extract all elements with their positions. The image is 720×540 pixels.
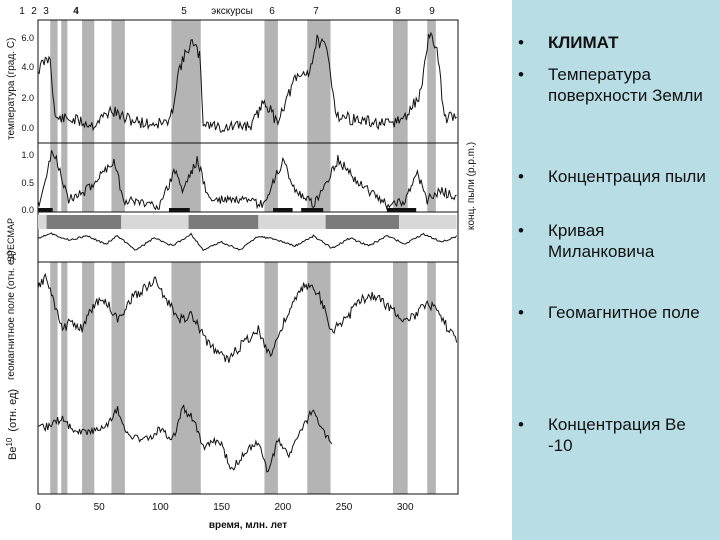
bullet-dot: • (518, 65, 524, 84)
shaded-band-lower (111, 262, 124, 494)
bullet-text: Концентрация пыли (548, 167, 706, 186)
temp-tick-label: 2.0 (21, 93, 34, 103)
dust-axis-label: конц. пыли (p.p.m.) (466, 141, 477, 230)
dust-zero-bars (38, 208, 416, 212)
y-tick-labels (21, 33, 34, 215)
bullet-dot: • (518, 415, 524, 434)
shaded-band-lower (61, 262, 67, 494)
dust-zero-bar (169, 208, 190, 212)
x-tick-label: 100 (152, 502, 169, 513)
x-axis-title: время, млн. лет (208, 520, 288, 531)
bullet-dot: • (518, 33, 524, 52)
excursion-label: 7 (313, 6, 319, 17)
bullet-panel (512, 0, 720, 540)
milankovitch-curve (38, 233, 457, 251)
dust-zero-bar (387, 208, 416, 212)
x-tick-label: 0 (35, 502, 41, 513)
shaded-band-upper (427, 20, 436, 212)
excursion-label: 3 (43, 6, 49, 17)
geomag-axis-label-line1: геомагнитное поле (отн. ед) (6, 250, 17, 380)
temp-tick-label: 6.0 (21, 33, 34, 43)
specmap-block (399, 215, 457, 229)
shaded-band-lower (427, 262, 436, 494)
bullet-text: Кривая Миланковича (548, 221, 655, 261)
specmap-axis-label: SPECMAP (6, 217, 16, 262)
shaded-band-lower (82, 262, 94, 494)
specmap-block (189, 215, 259, 229)
bullet-dot: • (518, 221, 524, 240)
x-tick-label: 300 (396, 502, 414, 513)
x-tick-label: 150 (213, 502, 230, 513)
excursion-label: 5 (181, 6, 187, 17)
be10-axis-label-sup: 10 (5, 437, 14, 447)
dust-tick-label: 0.5 (21, 178, 34, 188)
be10-axis-label (5, 389, 19, 460)
be10-axis-label-units: (отн. ед) (7, 388, 19, 432)
specmap-block (121, 215, 188, 229)
x-tick-label: 250 (335, 502, 353, 513)
temperature-axis-label: температура (град. С) (6, 37, 17, 140)
dust-tick-label: 0.0 (21, 205, 34, 215)
specmap-block (326, 215, 399, 229)
bullet-dot: • (518, 167, 524, 186)
shaded-band-lower (171, 262, 200, 494)
bullet-text: Температура поверхности Земли (548, 65, 703, 105)
shaded-band-lower (264, 262, 277, 494)
bullet-text: КЛИМАТ (548, 33, 619, 52)
shaded-band-upper (82, 20, 94, 212)
excursion-label: 2 (31, 6, 37, 17)
geomag-axis-label (6, 250, 17, 380)
shaded-band-upper (171, 20, 200, 212)
bullet-text: Геомагнитное поле (548, 303, 700, 322)
shaded-band-lower (307, 262, 330, 494)
specmap-blocks (38, 215, 457, 229)
excursion-label: 8 (395, 6, 401, 17)
shaded-band-lower (393, 262, 408, 494)
excursion-label: экскурсы (211, 6, 253, 17)
be10-axis-label-main: Be (7, 446, 19, 460)
excursion-label: 1 (19, 6, 25, 17)
specmap-block (38, 215, 47, 229)
x-tick-labels (35, 502, 414, 513)
x-tick-label: 50 (93, 502, 105, 513)
specmap-block (47, 215, 122, 229)
dust-zero-bar (38, 208, 53, 212)
bullet-text: Концентрация Be -10 (548, 415, 686, 455)
dust-zero-bar (273, 208, 293, 212)
temp-tick-label: 4.0 (21, 62, 34, 72)
shaded-band-upper (50, 20, 57, 212)
dust-tick-label: 1.0 (21, 150, 34, 160)
bullet-dot: • (518, 303, 524, 322)
shaded-band-lower (50, 262, 57, 494)
excursion-label: 6 (269, 6, 275, 17)
excursion-label: 9 (429, 6, 435, 17)
temp-tick-label: 0.0 (21, 123, 34, 133)
excursion-labels (19, 6, 435, 17)
dust-zero-bar (301, 208, 323, 212)
excursion-label: 4 (73, 6, 79, 17)
specmap-block (258, 215, 325, 229)
x-tick-label: 200 (274, 502, 292, 513)
